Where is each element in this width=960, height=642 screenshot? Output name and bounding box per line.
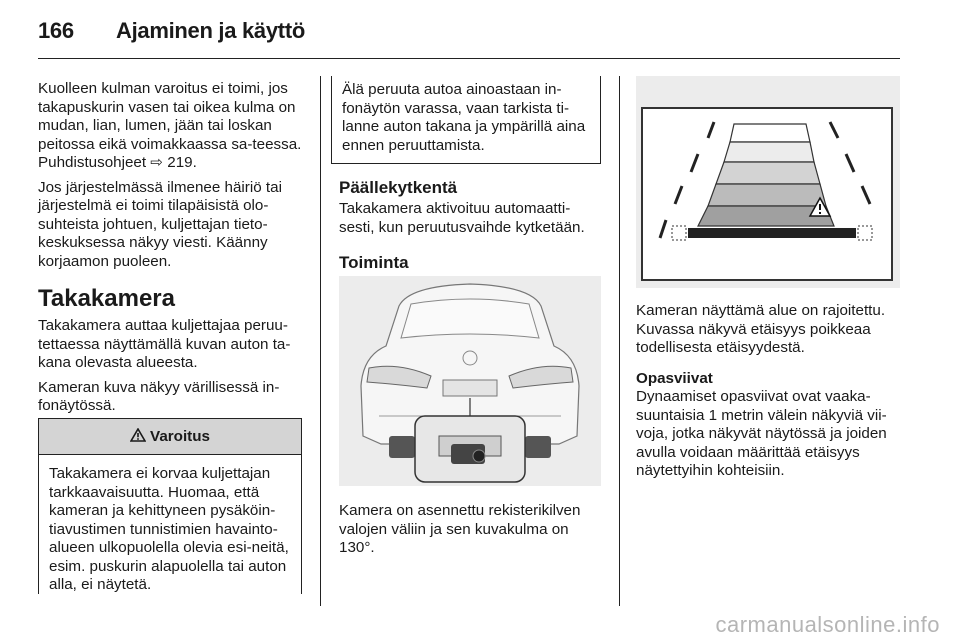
heading-operation: Toiminta <box>339 253 409 272</box>
warning-text: Takakamera ei korvaa kuljettajan tarkkaavaisuutta. Huomaa, että kameran ja kehittyneen pysäköin-tiavustimen tunnistimien havainto-alueen ulkopuolella olevia esi-neitä, esim. puskurin alapuolella tai auton alla, ei näytetä. <box>49 465 289 593</box>
page-title: Ajaminen ja käyttö <box>116 18 305 43</box>
watermark: carmanualsonline.info <box>715 612 940 637</box>
warning-triangle-icon <box>130 428 146 446</box>
display-limited-paragraph: Kameran näyttämä alue on rajoitettu. Kuvassa näkyvä etäisyys poikkeaa todellisesta etäisyydestä. <box>636 302 886 356</box>
note-box: Älä peruuta autoa ainoastaan in-fonäytön varassa, vaan tarkista ti-lanne auton takana ja ympärillä aina ennen peruuttamista. <box>331 76 601 164</box>
column-1 <box>38 80 304 422</box>
activation-paragraph: Takakamera aktivoituu automaatti-sesti, kun peruutusvaihde kytketään. <box>339 200 585 236</box>
guidelines-paragraph: Dynaamiset opasviivat ovat vaaka-suuntaisia 1 metrin välein näkyviä vii-voja, jotka näkyvät näytössä ja joiden avulla voidaan määrittää etäisyys näytettyihin kohteisiin. <box>636 388 887 479</box>
warning-box <box>38 418 302 594</box>
warning-header <box>39 419 301 455</box>
rear-camera-display: Kameran kuva näkyy värillisessä in-fonäytössä. <box>38 378 280 414</box>
column-divider-2 <box>619 76 620 606</box>
warning-title: Varoitus <box>150 428 210 445</box>
page-header <box>38 18 305 44</box>
column-divider-1 <box>320 76 321 606</box>
heading-guidelines: Opasviivat <box>636 369 713 387</box>
blindspot-paragraph: Kuolleen kulman varoitus ei toimi, jos takapuskurin vasen tai oikea kulma on mudan, lian, lumen, jään tai loskan peitossa eikä voimakkaassa sa-teessa. Puhdistusohjeet ⇨ 219. <box>38 80 302 171</box>
fault-paragraph: Jos järjestelmässä ilmenee häiriö tai järjestelmä ei toimi tilapäisistä olo-suhteista johtuen, kuljettajan tieto-keskuksessa näkyy viesti. Käänny korjaamon puoleen. <box>38 178 282 270</box>
rear-camera-intro: Takakamera auttaa kuljettajaa peruu-tettaessa näyttämällä kuvan auton ta-kana olevasta alueesta. <box>38 317 291 371</box>
header-rule <box>38 58 900 59</box>
column-2 <box>339 166 605 275</box>
section-heading-rear-camera: Takakamera <box>38 285 175 312</box>
heading-activation: Päällekytkentä <box>339 178 458 197</box>
camera-caption: Kamera on asennettu rekisterikilven valojen väliin ja sen kuvakulma on 130°. <box>339 502 581 556</box>
figure-caption-block <box>339 502 605 564</box>
car-rear-illustration <box>339 276 601 486</box>
column-3 <box>636 302 902 487</box>
camera-display-illustration <box>636 76 900 288</box>
page-number: 166 <box>38 18 74 43</box>
